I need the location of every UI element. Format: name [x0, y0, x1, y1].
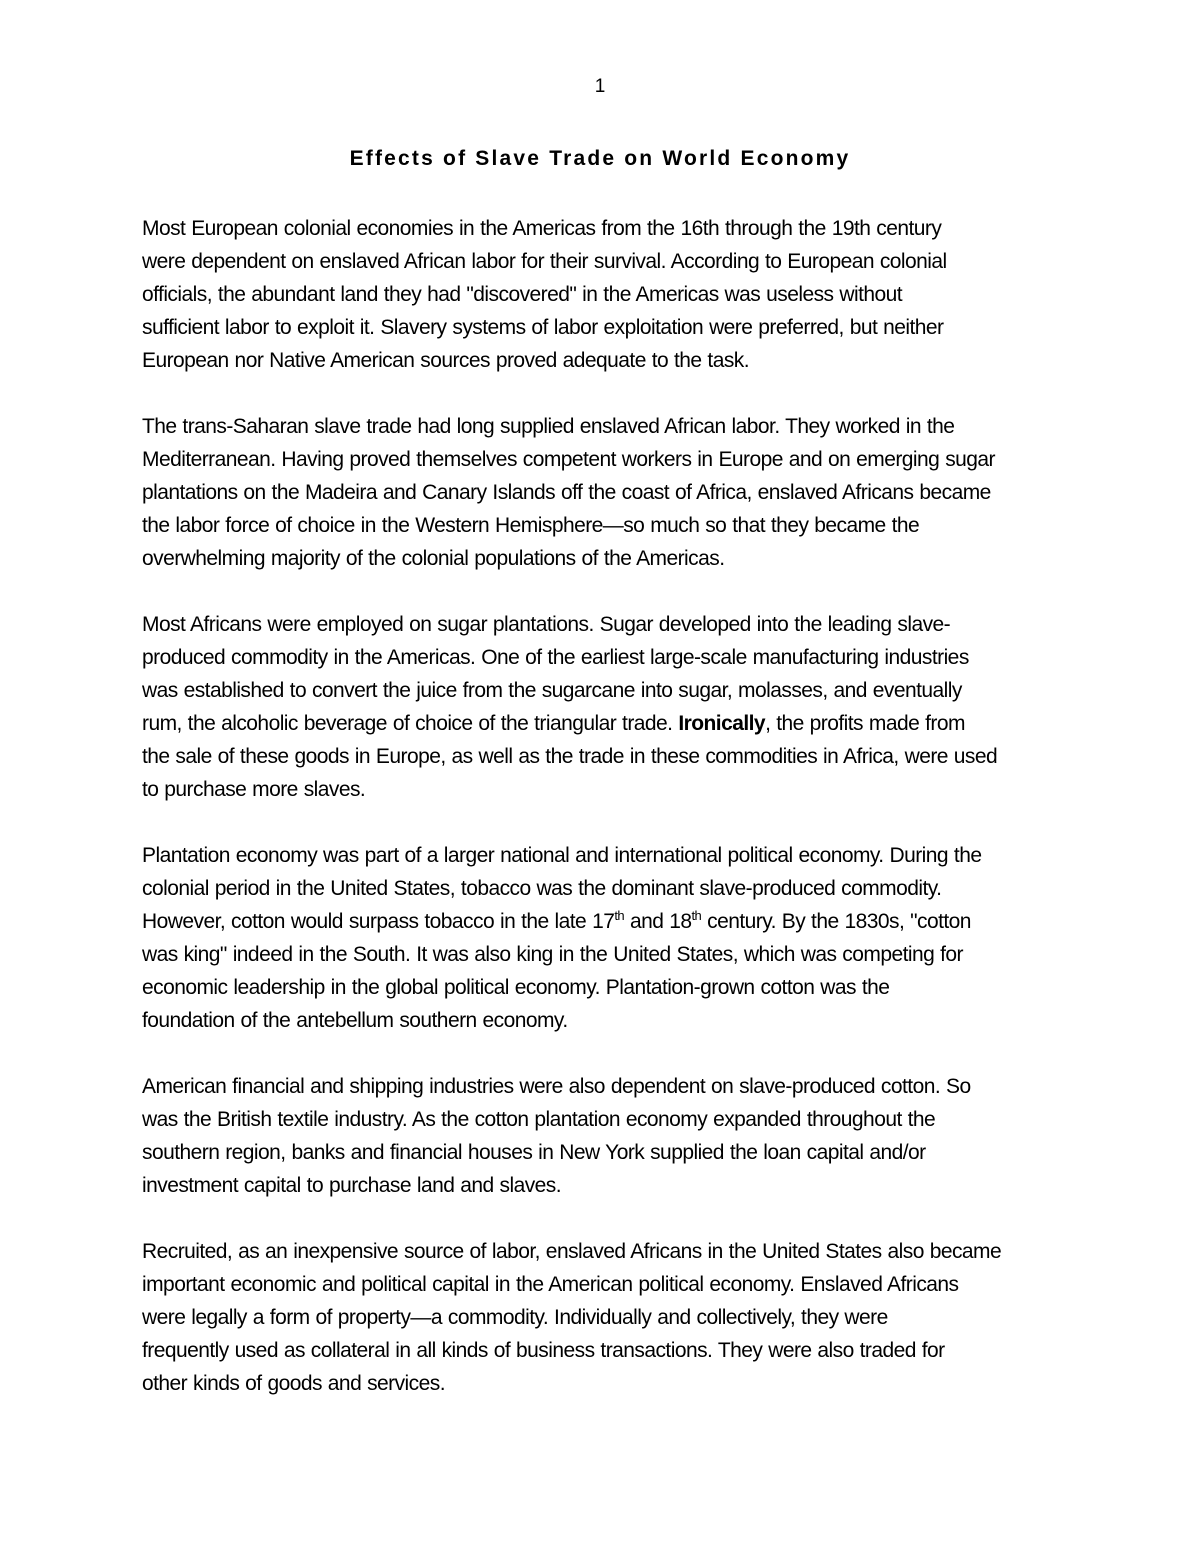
- paragraph-5: [142, 1070, 1062, 1202]
- text-line: overwhelming majority of the colonial populations of the Americas.: [142, 547, 725, 570]
- text-run: , the profits made from: [765, 712, 965, 735]
- text-run: rum, the alcoholic beverage of choice of the triangular trade.: [142, 712, 679, 735]
- text-line: foundation of the antebellum southern economy.: [142, 1009, 568, 1032]
- paragraph-2: [142, 410, 1062, 575]
- text-line: southern region, banks and financial houses in New York supplied the loan capital and/or: [142, 1141, 926, 1164]
- text-line: Mediterranean. Having proved themselves competent workers in Europe and on emerging sugar: [142, 448, 995, 471]
- text-line: officials, the abundant land they had "discovered" in the Americas was useless without: [142, 283, 903, 306]
- paragraph-1: [142, 212, 1062, 377]
- text-line: Most European colonial economies in the Americas from the 16th through the 19th century: [142, 217, 942, 240]
- text-line: sufficient labor to exploit it. Slavery systems of labor exploitation were preferred, but neither: [142, 316, 944, 339]
- text-line: were dependent on enslaved African labor for their survival. According to European colonial: [142, 250, 947, 273]
- bold-emphasis: Ironically: [678, 712, 766, 735]
- text-run: century. By the 1830s, "cotton: [701, 910, 971, 933]
- text-line: was established to convert the juice from the sugarcane into sugar, molasses, and eventually: [142, 679, 962, 702]
- text-line: to purchase more slaves.: [142, 778, 366, 801]
- text-line: produced commodity in the Americas. One of the earliest large-scale manufacturing industries: [142, 646, 969, 669]
- page-number: 1: [594, 76, 606, 97]
- superscript: th: [614, 908, 625, 923]
- paragraph-4: [142, 839, 1062, 1037]
- superscript: th: [691, 908, 702, 923]
- text-line: important economic and political capital in the American political economy. Enslaved Africans: [142, 1273, 959, 1296]
- text-line: American financial and shipping industries were also dependent on slave-produced cotton. So: [142, 1075, 971, 1098]
- text-run: and 18: [624, 910, 692, 933]
- text-line: the sale of these goods in Europe, as well as the trade in these commodities in Africa, were used: [142, 745, 998, 768]
- text-line: Most Africans were employed on sugar plantations. Sugar developed into the leading slave-: [142, 613, 951, 636]
- text-line: the labor force of choice in the Western Hemisphere—so much so that they became the: [142, 514, 920, 537]
- paragraph-6: [142, 1235, 1062, 1400]
- text-line: economic leadership in the global political economy. Plantation-grown cotton was the: [142, 976, 890, 999]
- text-line: Recruited, as an inexpensive source of labor, enslaved Africans in the United States also became: [142, 1240, 1002, 1263]
- paragraph-3: [142, 608, 1062, 806]
- text-line: investment capital to purchase land and slaves.: [142, 1174, 562, 1197]
- document-body: [142, 212, 1062, 1433]
- text-line: was king" indeed in the South. It was also king in the United States, which was competing for: [142, 943, 963, 966]
- text-line: was the British textile industry. As the cotton plantation economy expanded throughout the: [142, 1108, 936, 1131]
- text-line: colonial period in the United States, tobacco was the dominant slave-produced commodity.: [142, 877, 942, 900]
- document-title: Effects of Slave Trade on World Economy: [349, 147, 851, 170]
- text-line: plantations on the Madeira and Canary Islands off the coast of Africa, enslaved Africans became: [142, 481, 991, 504]
- text-run: However, cotton would surpass tobacco in the late 17: [142, 910, 615, 933]
- text-line: [142, 707, 1062, 740]
- text-line: [142, 905, 1062, 938]
- text-line: were legally a form of property—a commodity. Individually and collectively, they were: [142, 1306, 888, 1329]
- text-line: frequently used as collateral in all kinds of business transactions. They were also traded for: [142, 1339, 945, 1362]
- text-line: other kinds of goods and services.: [142, 1372, 445, 1395]
- text-line: Plantation economy was part of a larger national and international political economy. During the: [142, 844, 982, 867]
- text-line: The trans-Saharan slave trade had long supplied enslaved African labor. They worked in the: [142, 415, 955, 438]
- text-line: European nor Native American sources proved adequate to the task.: [142, 349, 750, 372]
